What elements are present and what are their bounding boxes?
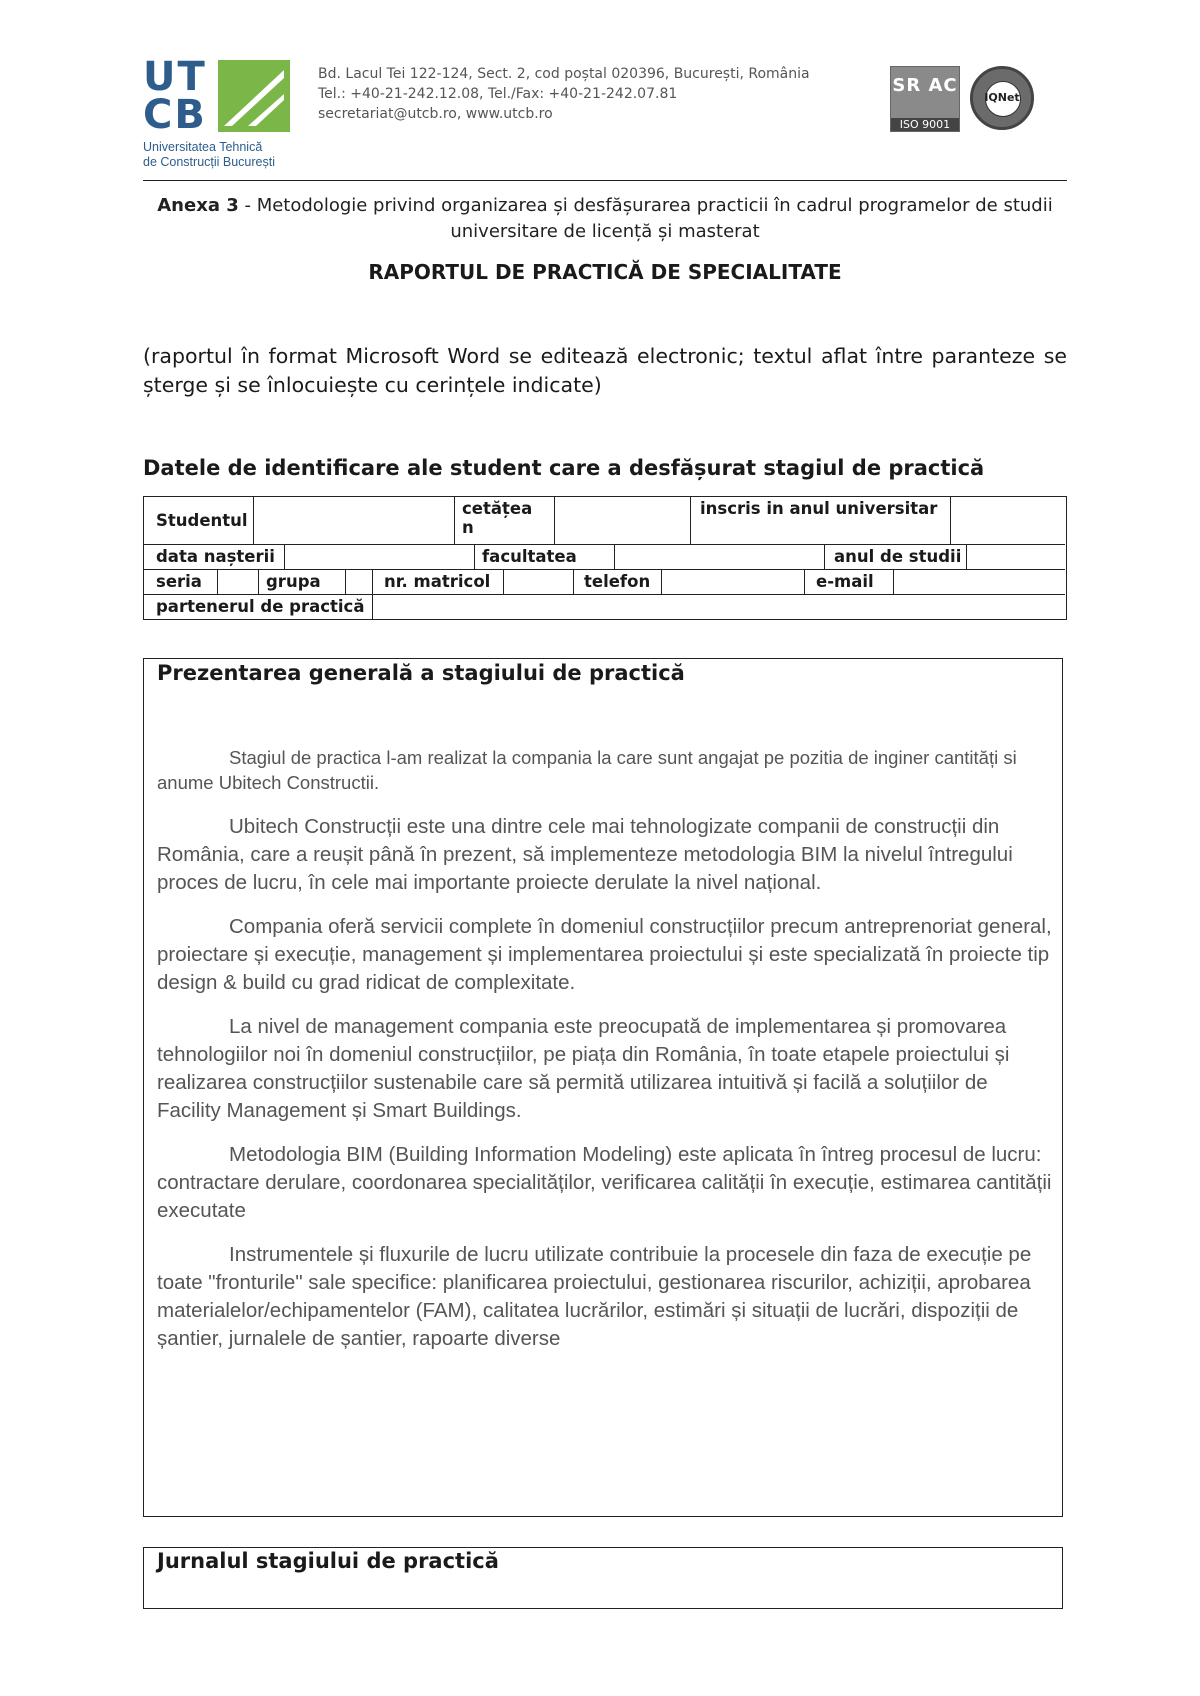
logo-utcb-line1: UT bbox=[143, 54, 207, 100]
presentation-paragraph: Compania oferă servicii complete în domeniul construcțiilor precum antreprenoriat general, proiectare și execuție, management și implementarea proiectului și este specializată în proiecte tip design & build cu grad ridicat de complexitate. bbox=[157, 915, 1052, 994]
srac-certification-badge bbox=[890, 66, 960, 132]
instructions-note: (raportul în format Microsoft Word se editează electronic; textul aflat între paranteze se șterge și se înlocuiește cu cerințele indicate) bbox=[143, 344, 1067, 397]
presentation-paragraph: La nivel de management compania este preocupată de implementarea și promovarea tehnologiilor noi în domeniul construcțiilor, pe piața din România, în toate etapele proiectului și realizarea construcțiilor sustenabile care să permită utilizarea intuitivă și facilă a soluțiilor de Facility Management și Smart Buildings. bbox=[157, 1015, 1010, 1122]
presentation-box bbox=[143, 658, 1063, 1517]
label-student: Studentul bbox=[156, 511, 248, 530]
presentation-body bbox=[157, 745, 1052, 1369]
annex-label: Anexa 3 bbox=[157, 195, 239, 216]
label-citizenship: cetățea n bbox=[462, 499, 533, 537]
label-group: grupa bbox=[266, 572, 321, 591]
annex-caption bbox=[143, 193, 1067, 245]
presentation-paragraph: Stagiul de practica l-am realizat la compania la care sunt angajat pe pozitia de inginer cantități si anume Ubitech Constructii. bbox=[157, 747, 1017, 793]
journal-heading: Jurnalul stagiului de practică bbox=[157, 1549, 499, 1573]
logo-subtitle-1: Universitatea Tehnică bbox=[143, 140, 263, 154]
identification-table bbox=[143, 496, 1067, 620]
page-title: RAPORTUL DE PRACTICĂ DE SPECIALITATE bbox=[368, 260, 842, 284]
presentation-paragraph: Metodologia BIM (Building Information Modeling) este aplicata în întreg procesul de lucru: contractare derulare, coordonarea specialităților, verificarea calității în execuție, estimarea cantității executate bbox=[157, 1143, 1052, 1222]
address-line: Bd. Lacul Tei 122-124, Sect. 2, cod poștal 020396, București, România bbox=[318, 66, 810, 82]
label-faculty: facultatea bbox=[482, 547, 577, 566]
header-divider bbox=[143, 180, 1067, 181]
logo-emblem-icon bbox=[218, 60, 290, 132]
presentation-paragraph: Ubitech Construcții este una dintre cele mai tehnologizate companii de construcții din România, care a reușit până în prezent, să implementeze metodologia BIM la nivelul întregului proces de lucru, în cele mai importante proiecte derulate la nivel național. bbox=[157, 815, 1013, 894]
label-series: seria bbox=[156, 572, 202, 591]
label-practice-partner: partenerul de practică bbox=[156, 597, 365, 616]
label-student-id: nr. matricol bbox=[384, 572, 491, 591]
logo-utcb-line2: CB bbox=[143, 92, 207, 138]
label-phone: telefon bbox=[584, 572, 651, 591]
email-web-line: secretariat@utcb.ro, www.utcb.ro bbox=[318, 106, 553, 122]
journal-box bbox=[143, 1547, 1063, 1609]
presentation-paragraph: Instrumentele și fluxurile de lucru utilizate contribuie la procesele din faza de execuție pe toate "fronturile" sale specifice: planificarea proiectului, gestionarea riscurilor, achiziții, aprobarea materialelor/echipamentelor (FAM), calitatea lucrărilor, estimări și situații de lucrări, dispoziții de șantier, jurnalele de șantier, rapoarte diverse bbox=[157, 1243, 1032, 1350]
phone-line: Tel.: +40-21-242.12.08, Tel./Fax: +40-21-242.07.81 bbox=[318, 86, 678, 102]
iqnet-label: IQNet bbox=[984, 91, 1020, 104]
label-study-year: anul de studii bbox=[834, 547, 962, 566]
iso-label: ISO 9001 bbox=[891, 118, 959, 131]
label-enrolled-year: inscris in anul universitar bbox=[700, 499, 938, 518]
presentation-heading: Prezentarea generală a stagiului de practică bbox=[157, 661, 685, 685]
srac-letters: SR AC bbox=[892, 75, 958, 96]
logo-subtitle-2: de Construcții București bbox=[143, 155, 276, 169]
annex-text: - Metodologie privind organizarea și desfășurarea practicii în cadrul programelor de studii universitare de licență și masterat bbox=[238, 195, 1053, 242]
iqnet-certification-badge bbox=[970, 66, 1034, 130]
identification-heading: Datele de identificare ale student care a desfășurat stagiul de practică bbox=[143, 456, 985, 480]
label-email: e-mail bbox=[816, 572, 874, 591]
label-birth-date: data nașterii bbox=[156, 547, 275, 566]
